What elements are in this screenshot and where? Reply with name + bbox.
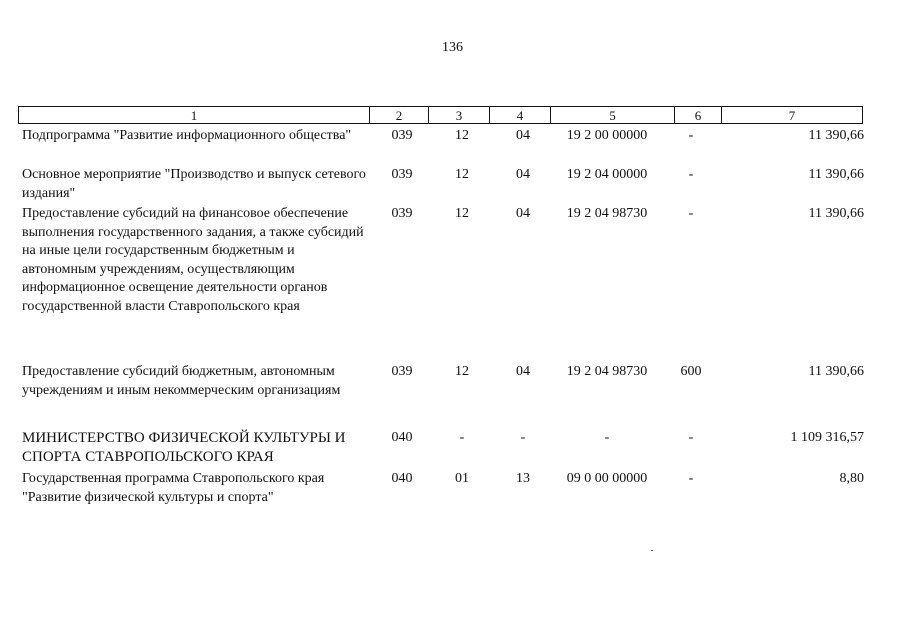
row-col-5: 19 2 04 00000 — [566, 167, 648, 182]
row-col-2: 039 — [391, 206, 413, 221]
row-col-6: 600 — [680, 364, 702, 379]
page-number: 136 — [442, 40, 463, 55]
row-name: Предоставление субсидий бюджетным, автономным учреждениям и иным некоммерческим организациям — [22, 364, 341, 398]
row-col-2: 040 — [391, 430, 413, 445]
row-name: МИНИСТЕРСТВО ФИЗИЧЕСКОЙ КУЛЬТУРЫ И СПОРТА СТАВРОПОЛЬСКОГО КРАЯ — [22, 430, 346, 465]
row-col-4: - — [520, 430, 526, 445]
row-col-6: - — [688, 128, 694, 143]
row-col-3: - — [459, 430, 465, 445]
row-name: Подпрограмма "Развитие информационного общества" — [22, 128, 352, 143]
header-col-2: 2 — [370, 107, 429, 123]
row-col-2: 039 — [391, 167, 413, 182]
row-col-4: 04 — [516, 364, 530, 379]
row-col-5: 19 2 04 98730 — [566, 206, 648, 221]
row-name: Государственная программа Ставропольского края "Развитие физической культуры и спорта" — [22, 471, 325, 505]
row-col-5: 19 2 00 00000 — [566, 128, 648, 143]
row-col-6: - — [688, 471, 694, 486]
row-col-7: 8,80 — [839, 471, 864, 486]
row-col-4: 04 — [516, 128, 530, 143]
row-col-6: - — [688, 167, 694, 182]
row-col-4: 13 — [516, 471, 530, 486]
row-col-4: 04 — [516, 167, 530, 182]
row-col-3: 01 — [455, 471, 469, 486]
row-col-6: - — [688, 430, 694, 445]
row-col-7: 11 390,66 — [808, 206, 864, 221]
row-col-7: 11 390,66 — [808, 167, 864, 182]
row-col-6: - — [688, 206, 694, 221]
row-col-5: - — [604, 430, 610, 445]
header-col-3: 3 — [429, 107, 490, 123]
row-col-3: 12 — [455, 206, 469, 221]
table-header — [18, 106, 863, 124]
row-col-5: 09 0 00 00000 — [566, 471, 648, 486]
header-col-7: 7 — [788, 108, 796, 123]
header-col-1: 1 — [19, 107, 370, 123]
row-col-7: 1 109 316,57 — [790, 430, 864, 445]
row-col-3: 12 — [455, 128, 469, 143]
row-col-4: 04 — [516, 206, 530, 221]
header-col-5: 5 — [551, 107, 675, 123]
scan-speck — [651, 550, 653, 551]
row-name: Предоставление субсидий на финансовое обеспечение выполнения государственного задания, а также субсидий на иные цели государственным бюджетным и автономным учреждениям, осуществляющим информационное освещение деятельности органов государственной власти Ставропольского края — [22, 206, 364, 314]
header-col-6: 6 — [675, 107, 722, 123]
row-col-3: 12 — [455, 167, 469, 182]
row-col-2: 039 — [391, 128, 413, 143]
row-col-2: 040 — [391, 471, 413, 486]
row-col-3: 12 — [455, 364, 469, 379]
row-name: Основное мероприятие "Производство и выпуск сетевого издания" — [22, 167, 366, 201]
row-col-2: 039 — [391, 364, 413, 379]
row-col-5: 19 2 04 98730 — [566, 364, 648, 379]
header-col-4: 4 — [490, 107, 551, 123]
row-col-7: 11 390,66 — [808, 364, 864, 379]
row-col-7: 11 390,66 — [808, 128, 864, 143]
